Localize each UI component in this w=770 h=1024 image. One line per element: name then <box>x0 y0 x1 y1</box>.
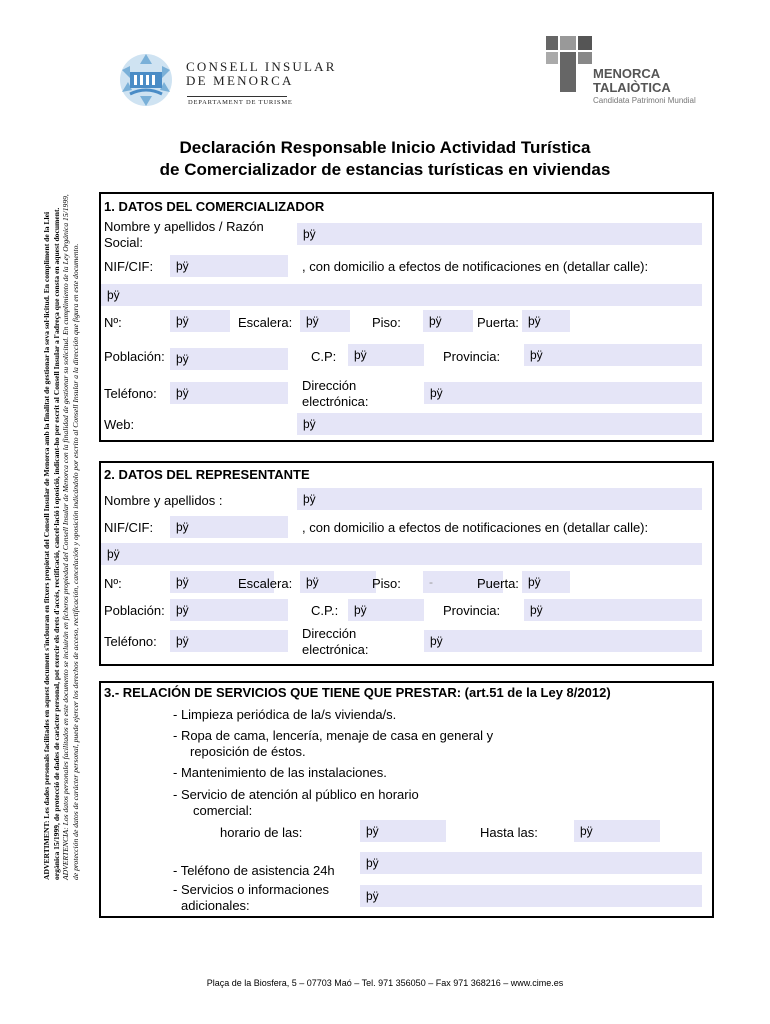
mt-line2: TALAIÒTICA <box>593 80 671 95</box>
s2-name-label: Nombre y apellidos : <box>104 493 223 508</box>
s2-num-label: Nº: <box>104 576 122 591</box>
cim-divider <box>187 96 287 97</box>
menorca-talaiotica-name <box>593 67 671 95</box>
s1-web-field[interactable]: þÿ <box>297 413 702 435</box>
s2-province-label: Provincia: <box>443 603 501 618</box>
s3-additional-field[interactable]: þÿ <box>360 885 702 907</box>
s2-floor-field[interactable]: - <box>423 571 503 593</box>
mt-subtitle: Candidata Patrimoni Mundial <box>593 96 696 105</box>
s2-town-field[interactable]: þÿ <box>170 599 288 621</box>
s2-name-field[interactable]: þÿ <box>297 488 702 510</box>
s1-nif-field[interactable]: þÿ <box>170 255 288 277</box>
s2-door-field[interactable]: þÿ <box>522 571 570 593</box>
s3-item-ropa-2: reposición de éstos. <box>190 744 306 759</box>
s1-cp-field[interactable]: þÿ <box>348 344 424 366</box>
s1-province-label: Provincia: <box>443 349 501 364</box>
s1-floor-field[interactable]: þÿ <box>423 310 473 332</box>
s1-door-field[interactable]: þÿ <box>522 310 570 332</box>
s1-province-field[interactable]: þÿ <box>524 344 702 366</box>
s2-province-field[interactable]: þÿ <box>524 599 702 621</box>
s2-stair-label: Escalera: <box>238 576 293 591</box>
menorca-talaiotica-emblem-icon <box>546 36 596 96</box>
s1-nif-label: NIF/CIF: <box>104 259 154 274</box>
s1-cp-label: C.P: <box>311 349 337 364</box>
s1-num-field[interactable]: þÿ <box>170 310 230 332</box>
s3-item-mantenimiento: - Mantenimiento de las instalaciones. <box>173 765 387 780</box>
s2-door-label: Puerta: <box>477 576 519 591</box>
s1-name-field[interactable]: þÿ <box>297 223 702 245</box>
form-title-line1: Declaración Responsable Inicio Actividad Turística <box>179 138 591 157</box>
s2-stair-field[interactable]: þÿ <box>300 571 376 593</box>
s2-email-field[interactable]: þÿ <box>424 630 702 652</box>
s3-item-atencion-2: comercial: <box>193 803 253 818</box>
s2-cp-label: C.P.: <box>311 603 339 618</box>
s3-item-atencion-1: - Servicio de atención al público en horario <box>173 787 419 802</box>
s2-town-label: Población: <box>104 603 165 618</box>
s1-phone-label: Teléfono: <box>104 386 157 401</box>
s3-phone24-field[interactable]: þÿ <box>360 852 702 874</box>
s2-street-field[interactable]: þÿ <box>101 543 702 565</box>
s1-stair-field[interactable]: þÿ <box>300 310 350 332</box>
s1-email-label-1: Dirección <box>302 378 357 393</box>
cim-emblem-icon <box>112 50 180 112</box>
s3-from-field[interactable]: þÿ <box>360 820 446 842</box>
s1-email-label-2: electrónica: <box>302 394 369 409</box>
s2-num-field[interactable]: þÿ <box>170 571 274 593</box>
s3-from-label: horario de las: <box>220 825 303 840</box>
s2-domicile-text: , con domicilio a efectos de notificaciones en (detallar calle): <box>302 520 649 535</box>
s1-phone-field[interactable]: þÿ <box>170 382 288 404</box>
privacy-note-spanish: ADVERTENCIA: Los datos personales facilitados en este documento se incluirán en ficheros propiedad del Consell Insular de Menorca con la finalidad de gestionar su solicitud. En cumplimiento de la Ley Orgánica 15/1999, de protección de datos de carácter personal, puede ejercer los derechos de acceso, rectificación, cancelación y oposición indicándolo por escrito al Consell Insular a la dirección que figura en este documento. <box>61 194 80 880</box>
s2-phone-label: Teléfono: <box>104 634 157 649</box>
s2-phone-field[interactable]: þÿ <box>170 630 288 652</box>
form-title-line2: de Comercializador de estancias turísticas en viviendas <box>159 160 611 179</box>
s2-nif-label: NIF/CIF: <box>104 520 154 535</box>
s3-to-field[interactable]: þÿ <box>574 820 660 842</box>
s3-item-servicios-2: adicionales: <box>181 898 250 913</box>
cim-name <box>186 60 337 88</box>
s1-email-field[interactable]: þÿ <box>424 382 702 404</box>
s1-name-label-1: Nombre y apellidos / Razón <box>104 219 264 234</box>
mt-line1: MENORCA <box>593 66 661 81</box>
s2-email-label-2: electrónica: <box>302 642 369 657</box>
s2-floor-label: Piso: <box>372 576 401 591</box>
section1-title: 1. DATOS DEL COMERCIALIZADOR <box>104 199 325 214</box>
s1-street-field[interactable]: þÿ <box>101 284 702 306</box>
footer-address: Plaça de la Biosfera, 5 – 07703 Maó – Tel. 971 356050 – Fax 971 368216 – www.cime.es <box>206 978 564 988</box>
s1-town-field[interactable]: þÿ <box>170 348 288 370</box>
s3-item-limpieza: - Limpieza periódica de la/s vivienda/s. <box>173 707 397 722</box>
s1-domicile-text: , con domicilio a efectos de notificaciones en (detallar calle): <box>302 259 649 274</box>
cim-line2: DE MENORCA <box>186 73 294 88</box>
cim-department: DEPARTAMENT DE TURISME <box>188 99 293 106</box>
s2-cp-field[interactable]: þÿ <box>348 599 424 621</box>
s3-item-ropa-1: - Ropa de cama, lencería, menaje de casa en general y <box>173 728 494 743</box>
s1-door-label: Puerta: <box>477 315 519 330</box>
s1-stair-label: Escalera: <box>238 315 293 330</box>
privacy-note-catalan: ADVERTIMENT: Les dades personals facilitades en aquest document s'inclouran en fitxers propietat del Consell Insular de Menorca amb la finalitat de gestionar la seva sol·licitud. En compliment de la Llei orgànica 15/1999, de protecció de dades de caràcter personal, pot exercir els drets d'accés, rectificació, cancel·lació i oposició, indicant-ho per escrit al Consell Insular a l'adreça que consta en aquest document. <box>42 207 61 880</box>
section3-title: 3.- RELACIÓN DE SERVICIOS QUE TIENE QUE PRESTAR: (art.51 de la Ley 8/2012) <box>104 685 611 700</box>
section2-title: 2. DATOS DEL REPRESENTANTE <box>104 467 310 482</box>
s3-item-servicios-1: - Servicios o informaciones <box>173 882 330 897</box>
s1-web-label: Web: <box>104 417 135 432</box>
s2-nif-field[interactable]: þÿ <box>170 516 288 538</box>
cim-line1: CONSELL INSULAR <box>186 59 337 74</box>
privacy-side-note <box>18 190 80 880</box>
s1-floor-label: Piso: <box>372 315 401 330</box>
s3-item-telefono: - Teléfono de asistencia 24h <box>173 863 335 878</box>
s1-name-label-2: Social: <box>104 235 144 250</box>
s2-email-label-1: Dirección <box>302 626 357 641</box>
s3-to-label: Hasta las: <box>480 825 538 840</box>
s1-town-label: Población: <box>104 349 165 364</box>
s1-num-label: Nº: <box>104 315 122 330</box>
